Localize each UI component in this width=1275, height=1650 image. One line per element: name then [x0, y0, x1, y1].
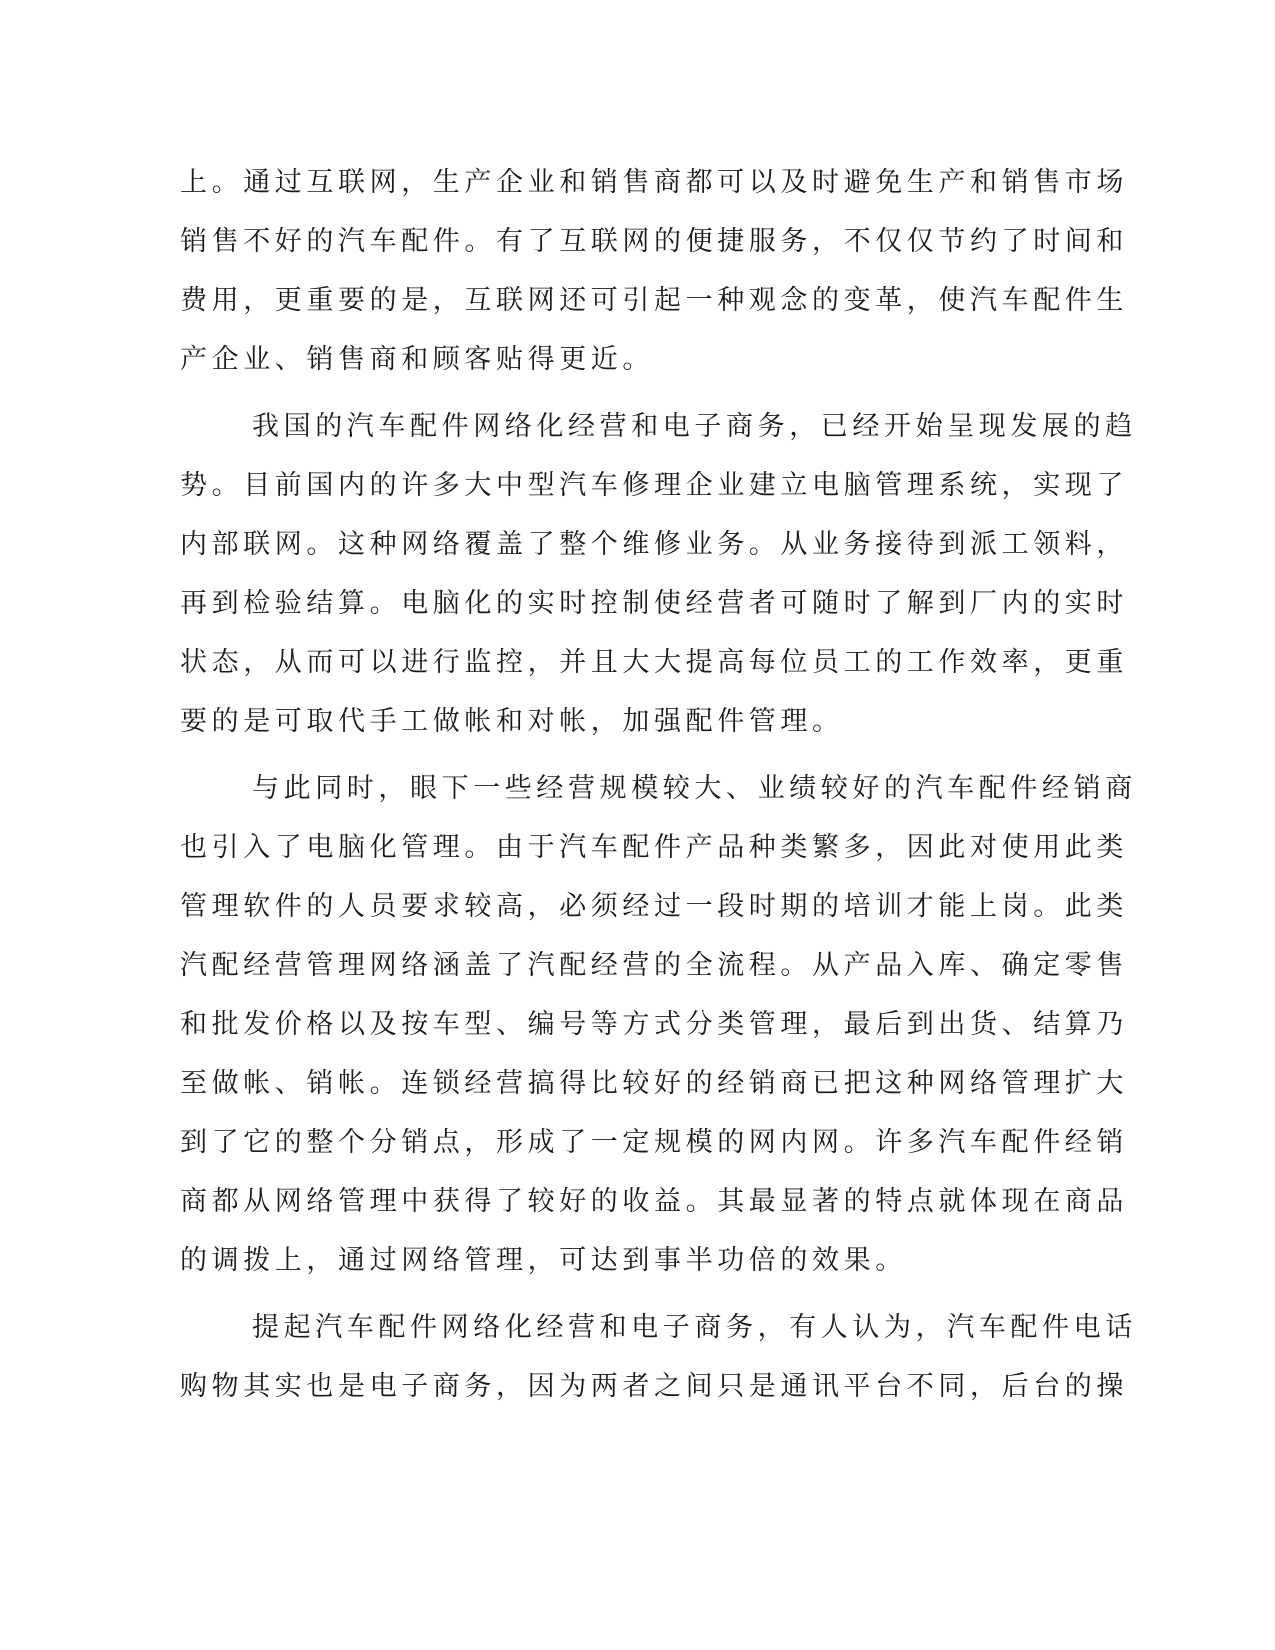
- text-line: 我国的汽车配件网络化经营和电子商务，已经开始呈现发展的趋: [252, 411, 1137, 442]
- text-line: 再到检验结算。电脑化的实时控制使经营者可随时了解到厂内的实时: [180, 588, 1128, 619]
- paragraph-gap: [180, 401, 1040, 409]
- paragraph-1: [180, 165, 1128, 401]
- text-line: 管理软件的人员要求较高，必须经过一段时期的培训才能上岗。此类: [180, 891, 1128, 922]
- text-line: 也引入了电脑化管理。由于汽车配件产品种类繁多，因此对使用此类: [180, 832, 1128, 863]
- text-line: 至做帐、销帐。连锁经营搞得比较好的经销商已把这种网络管理扩大: [180, 1068, 1128, 1099]
- text-line: 销售不好的汽车配件。有了互联网的便捷服务，不仅仅节约了时间和: [180, 226, 1128, 257]
- text-line: 与此同时，眼下一些经营规模较大、业绩较好的汽车配件经销商: [252, 773, 1137, 804]
- paragraph-3: [180, 771, 1137, 1302]
- text-line: 势。目前国内的许多大中型汽车修理企业建立电脑管理系统，实现了: [180, 470, 1128, 501]
- text-line: 状态，从而可以进行监控，并且大大提高每位员工的工作效率，更重: [180, 647, 1128, 678]
- text-line: 商都从网络管理中获得了较好的收益。其最显著的特点就体现在商品: [180, 1186, 1128, 1217]
- text-line: 提起汽车配件网络化经营和电子商务，有人认为，汽车配件电话: [252, 1312, 1137, 1343]
- text-line: 和批发价格以及按车型、编号等方式分类管理，最后到出货、结算乃: [180, 1009, 1128, 1040]
- text-line: 的调拨上，通过网络管理，可达到事半功倍的效果。: [180, 1245, 907, 1276]
- paragraph-gap: [180, 1302, 1040, 1310]
- text-line: 产企业、销售商和顾客贴得更近。: [180, 344, 654, 375]
- text-line: 费用，更重要的是，互联网还可引起一种观念的变革，使汽车配件生: [180, 285, 1128, 316]
- text-line: 内部联网。这种网络覆盖了整个维修业务。从业务接待到派工领料，: [180, 529, 1128, 560]
- paragraph-gap: [180, 763, 1040, 771]
- text-line: 上。通过互联网，生产企业和销售商都可以及时避免生产和销售市场: [180, 167, 1128, 198]
- document-body: [180, 165, 1137, 1428]
- paragraph-4: [180, 1310, 1137, 1428]
- paragraph-2: [180, 409, 1137, 763]
- text-line: 购物其实也是电子商务，因为两者之间只是通讯平台不同，后台的操: [180, 1371, 1128, 1402]
- text-line: 到了它的整个分销点，形成了一定规模的网内网。许多汽车配件经销: [180, 1127, 1128, 1158]
- text-line: 汽配经营管理网络涵盖了汽配经营的全流程。从产品入库、确定零售: [180, 950, 1128, 981]
- text-line: 要的是可取代手工做帐和对帐，加强配件管理。: [180, 706, 844, 737]
